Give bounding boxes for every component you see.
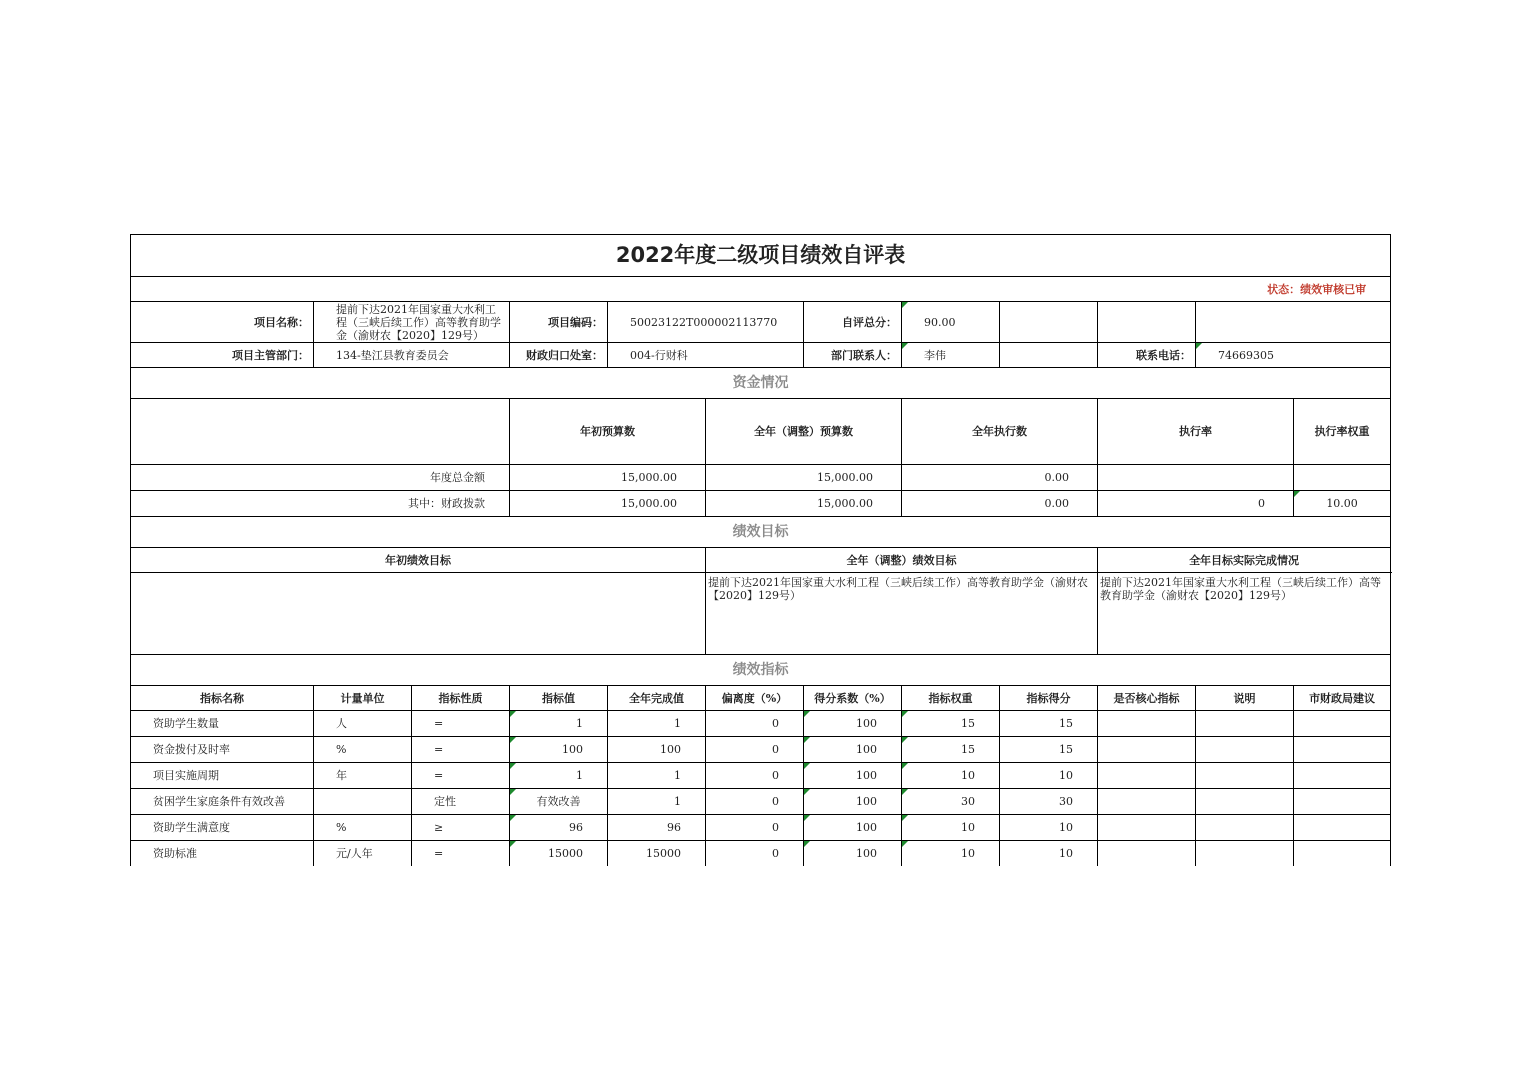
ind-name: 资助学生满意度 bbox=[131, 815, 314, 841]
project-name-value: 提前下达2021年国家重大水利工程（三峡后续工作）高等教育助学金（渝财农【2020】129号） bbox=[314, 302, 510, 343]
funds-row-label: 年度总金额 bbox=[131, 465, 510, 491]
ind-name: 贫困学生家庭条件有效改善 bbox=[131, 789, 314, 815]
ind-target: 1 bbox=[510, 711, 608, 737]
ind-target: 96 bbox=[510, 815, 608, 841]
ind-weight: 15 bbox=[902, 711, 1000, 737]
funds-header-weight: 执行率权重 bbox=[1294, 399, 1391, 465]
ind-core bbox=[1098, 815, 1196, 841]
ind-core bbox=[1098, 789, 1196, 815]
ind-name: 资金拨付及时率 bbox=[131, 737, 314, 763]
ind-name: 资助标准 bbox=[131, 841, 314, 867]
ind-header-target: 指标值 bbox=[510, 686, 608, 711]
ind-unit: 年 bbox=[314, 763, 412, 789]
ind-deviation: 0 bbox=[706, 711, 804, 737]
ind-core bbox=[1098, 711, 1196, 737]
ind-nature: ≥ bbox=[412, 815, 510, 841]
table-row bbox=[131, 711, 1391, 737]
indicators-section-title: 绩效指标 bbox=[131, 655, 1391, 686]
ind-header-coef: 得分系数（%） bbox=[804, 686, 902, 711]
ind-coef: 100 bbox=[804, 737, 902, 763]
ind-coef: 100 bbox=[804, 841, 902, 867]
phone-value: 74669305 bbox=[1196, 343, 1391, 368]
ind-header-nature: 指标性质 bbox=[412, 686, 510, 711]
ind-note bbox=[1196, 841, 1294, 867]
ind-nature: = bbox=[412, 763, 510, 789]
funds-row-label: 其中：财政拨款 bbox=[131, 491, 510, 517]
funds-header-executed: 全年执行数 bbox=[902, 399, 1098, 465]
ind-advice bbox=[1294, 815, 1391, 841]
ind-coef: 100 bbox=[804, 815, 902, 841]
ind-advice bbox=[1294, 711, 1391, 737]
ind-deviation: 0 bbox=[706, 789, 804, 815]
ind-core bbox=[1098, 841, 1196, 867]
project-code-label: 项目编码： bbox=[510, 302, 608, 343]
funds-header-adjusted: 全年（调整）预算数 bbox=[706, 399, 902, 465]
funds-row-budget: 15,000.00 bbox=[510, 465, 706, 491]
ind-coef: 100 bbox=[804, 711, 902, 737]
ind-nature: 定性 bbox=[412, 789, 510, 815]
ind-score: 10 bbox=[1000, 841, 1098, 867]
ind-note bbox=[1196, 737, 1294, 763]
page-title: 2022年度二级项目绩效自评表 bbox=[131, 235, 1391, 277]
empty-cell bbox=[1196, 302, 1391, 343]
project-name-label: 项目名称： bbox=[131, 302, 314, 343]
ind-note bbox=[1196, 789, 1294, 815]
ind-weight: 30 bbox=[902, 789, 1000, 815]
ind-deviation: 0 bbox=[706, 815, 804, 841]
ind-score: 30 bbox=[1000, 789, 1098, 815]
goals-section-title: 绩效目标 bbox=[131, 517, 1391, 548]
ind-deviation: 0 bbox=[706, 737, 804, 763]
goals-actual: 提前下达2021年国家重大水利工程（三峡后续工作）高等教育助学金（渝财农【2020】129号） bbox=[1098, 573, 1391, 655]
finance-value: 004-行财科 bbox=[608, 343, 804, 368]
ind-header-name: 指标名称 bbox=[131, 686, 314, 711]
ind-note bbox=[1196, 763, 1294, 789]
ind-coef: 100 bbox=[804, 789, 902, 815]
funds-row-executed: 0.00 bbox=[902, 465, 1098, 491]
score-value: 90.00 bbox=[902, 302, 1000, 343]
contact-label: 部门联系人： bbox=[804, 343, 902, 368]
funds-row-weight: 10.00 bbox=[1294, 491, 1391, 517]
ind-advice bbox=[1294, 841, 1391, 867]
empty-cell bbox=[1098, 302, 1196, 343]
ind-target: 1 bbox=[510, 763, 608, 789]
goals-header-initial: 年初绩效目标 bbox=[131, 548, 706, 573]
ind-header-unit: 计量单位 bbox=[314, 686, 412, 711]
ind-score: 15 bbox=[1000, 737, 1098, 763]
table-row bbox=[131, 737, 1391, 763]
funds-row-rate: 0 bbox=[1098, 491, 1294, 517]
ind-weight: 10 bbox=[902, 815, 1000, 841]
ind-nature: = bbox=[412, 711, 510, 737]
ind-unit: 人 bbox=[314, 711, 412, 737]
funds-row bbox=[131, 491, 1391, 517]
ind-header-deviation: 偏离度（%） bbox=[706, 686, 804, 711]
table-row bbox=[131, 841, 1391, 867]
ind-advice bbox=[1294, 789, 1391, 815]
score-label: 自评总分： bbox=[804, 302, 902, 343]
ind-header-note: 说明 bbox=[1196, 686, 1294, 711]
ind-score: 10 bbox=[1000, 815, 1098, 841]
ind-deviation: 0 bbox=[706, 841, 804, 867]
ind-unit: % bbox=[314, 737, 412, 763]
funds-header-rate: 执行率 bbox=[1098, 399, 1294, 465]
ind-target: 100 bbox=[510, 737, 608, 763]
empty-cell bbox=[1000, 302, 1098, 343]
table-row bbox=[131, 815, 1391, 841]
ind-header-weight: 指标权重 bbox=[902, 686, 1000, 711]
ind-name: 资助学生数量 bbox=[131, 711, 314, 737]
ind-unit: % bbox=[314, 815, 412, 841]
goals-adjusted: 提前下达2021年国家重大水利工程（三峡后续工作）高等教育助学金（渝财农【2020】129号） bbox=[706, 573, 1098, 655]
empty-cell bbox=[1000, 343, 1098, 368]
funds-row-rate bbox=[1098, 465, 1294, 491]
ind-actual: 1 bbox=[608, 711, 706, 737]
ind-target: 15000 bbox=[510, 841, 608, 867]
dept-value: 134-垫江县教育委员会 bbox=[314, 343, 510, 368]
funds-row-adjusted: 15,000.00 bbox=[706, 465, 902, 491]
goals-initial bbox=[131, 573, 706, 655]
funds-header-budget: 年初预算数 bbox=[510, 399, 706, 465]
ind-unit bbox=[314, 789, 412, 815]
ind-advice bbox=[1294, 763, 1391, 789]
ind-header-core: 是否核心指标 bbox=[1098, 686, 1196, 711]
ind-header-advice: 市财政局建议 bbox=[1294, 686, 1391, 711]
ind-note bbox=[1196, 711, 1294, 737]
ind-header-score: 指标得分 bbox=[1000, 686, 1098, 711]
funds-row-executed: 0.00 bbox=[902, 491, 1098, 517]
ind-nature: = bbox=[412, 841, 510, 867]
ind-actual: 100 bbox=[608, 737, 706, 763]
table-row bbox=[131, 763, 1391, 789]
funds-row-weight bbox=[1294, 465, 1391, 491]
empty-cell bbox=[131, 399, 510, 465]
ind-score: 15 bbox=[1000, 711, 1098, 737]
ind-coef: 100 bbox=[804, 763, 902, 789]
contact-value: 李伟 bbox=[902, 343, 1000, 368]
ind-target: 有效改善 bbox=[510, 789, 608, 815]
phone-label: 联系电话： bbox=[1098, 343, 1196, 368]
ind-unit: 元/人年 bbox=[314, 841, 412, 867]
ind-actual: 1 bbox=[608, 789, 706, 815]
ind-advice bbox=[1294, 737, 1391, 763]
ind-deviation: 0 bbox=[706, 763, 804, 789]
evaluation-table bbox=[130, 234, 1391, 866]
ind-name: 项目实施周期 bbox=[131, 763, 314, 789]
ind-actual: 96 bbox=[608, 815, 706, 841]
goals-header-actual: 全年目标实际完成情况 bbox=[1098, 548, 1391, 573]
funds-row bbox=[131, 465, 1391, 491]
ind-note bbox=[1196, 815, 1294, 841]
ind-score: 10 bbox=[1000, 763, 1098, 789]
goals-header-adjusted: 全年（调整）绩效目标 bbox=[706, 548, 1098, 573]
ind-weight: 15 bbox=[902, 737, 1000, 763]
funds-section-title: 资金情况 bbox=[131, 368, 1391, 399]
project-code-value: 50023122T000002113770 bbox=[608, 302, 804, 343]
ind-weight: 10 bbox=[902, 841, 1000, 867]
dept-label: 项目主管部门： bbox=[131, 343, 314, 368]
ind-nature: = bbox=[412, 737, 510, 763]
ind-core bbox=[1098, 763, 1196, 789]
ind-actual: 1 bbox=[608, 763, 706, 789]
ind-core bbox=[1098, 737, 1196, 763]
table-row bbox=[131, 789, 1391, 815]
ind-actual: 15000 bbox=[608, 841, 706, 867]
ind-header-actual: 全年完成值 bbox=[608, 686, 706, 711]
finance-label: 财政归口处室： bbox=[510, 343, 608, 368]
funds-row-budget: 15,000.00 bbox=[510, 491, 706, 517]
status-badge: 状态：绩效审核已审 bbox=[131, 277, 1391, 302]
funds-row-adjusted: 15,000.00 bbox=[706, 491, 902, 517]
ind-weight: 10 bbox=[902, 763, 1000, 789]
